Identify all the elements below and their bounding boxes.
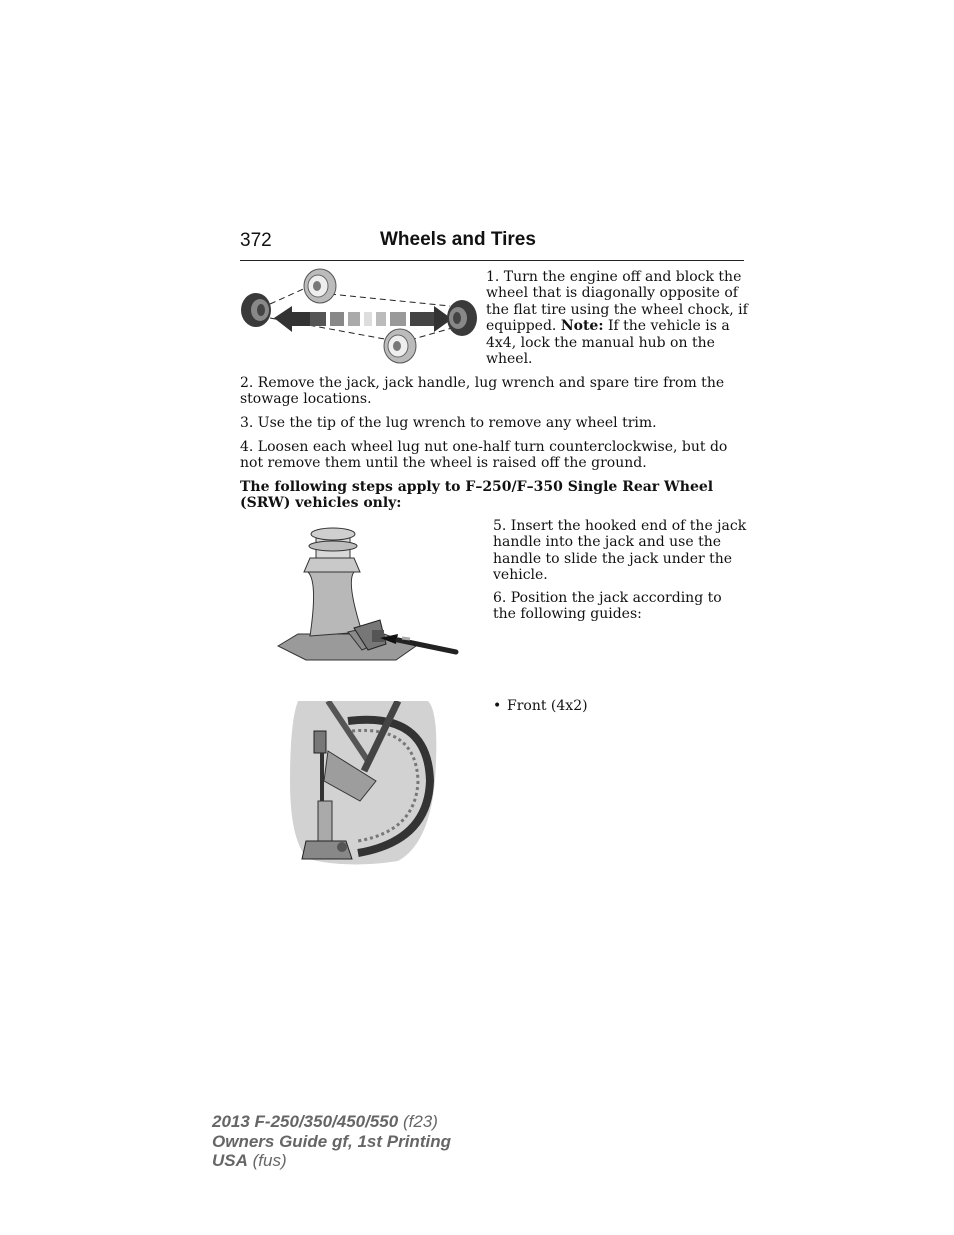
step-5: 5. Insert the hooked end of the jack handle into the jack and use the handle to slide the jack under the vehicle.	[493, 518, 747, 584]
jack-handle-illustration	[276, 522, 460, 662]
page-header	[240, 228, 744, 261]
front-4x2-jack-position-photo	[288, 701, 438, 867]
step-4: 4. Loosen each wheel lug nut one-half turn counterclockwise, but do not remove them until the wheel is raised off the ground.	[240, 439, 728, 472]
footer-line-1: 2013 F-250/350/450/550 (f23)	[212, 1112, 438, 1131]
wheel-icon	[241, 293, 271, 327]
step-2: 2. Remove the jack, jack handle, lug wrench and spare tire from the stowage locations.	[240, 375, 725, 408]
note-label: Note:	[560, 318, 604, 335]
bullet-text: Front (4x2)	[507, 698, 588, 714]
step-3: 3. Use the tip of the lug wrench to remove any wheel trim.	[240, 415, 657, 431]
step-1: 1. Turn the engine off and block the wheel that is diagonally opposite of the flat tire using the wheel chock, if equipped. Note: If the vehicle is a 4x4, lock the manual hub on the wheel.	[486, 269, 748, 368]
bullet-symbol: •	[493, 698, 502, 714]
page-number: 372	[240, 230, 272, 251]
arrow-left-icon	[274, 306, 310, 332]
page-footer	[212, 1112, 451, 1171]
step-6: 6. Position the jack according to the following guides:	[493, 590, 722, 623]
wheel-icon	[304, 269, 336, 303]
srw-heading: The following steps apply to F–250/F–350 Single Rear Wheel (SRW) vehicles only:	[240, 479, 714, 512]
bullet-front-4x2	[493, 698, 748, 714]
footer-line-3: USA (fus)	[212, 1151, 287, 1170]
wheel-icon	[447, 300, 477, 336]
footer-line-2: Owners Guide gf, 1st Printing	[212, 1131, 451, 1151]
wheel-chock-diagram	[240, 266, 480, 370]
section-title: Wheels and Tires	[380, 229, 536, 250]
wheel-icon	[384, 329, 416, 363]
